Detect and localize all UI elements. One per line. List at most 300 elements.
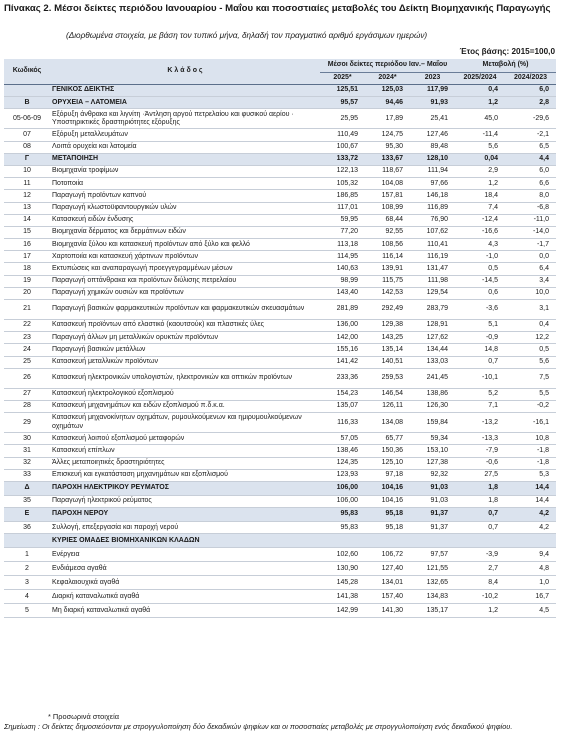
row-value-2023: 127,46 [410,129,455,141]
row-value-2023 [410,534,455,548]
row-code: 16 [4,239,50,251]
row-change-2025-2024: -10,1 [455,368,505,388]
row-label: Κατασκευή μηχανοκίνητων οχημάτων, ρυμουλκούμενων και ημιρυμουλκούμενων οχημάτων [50,413,320,433]
row-code: 33 [4,469,50,481]
row-value-2025: 100,67 [320,141,365,153]
row-code: 08 [4,141,50,153]
table-row [4,445,556,457]
row-value-2024: 104,08 [365,178,410,190]
row-change-2025-2024: 0,6 [455,287,505,299]
row-change-2025-2024: 1,2 [455,97,505,109]
row-value-2025: 106,00 [320,495,365,507]
row-change-2025-2024: 1,8 [455,481,505,495]
table-row [4,508,556,522]
row-value-2025: 281,89 [320,300,365,320]
row-label: Κατασκευή προϊόντων από ελαστικό (καουτσούκ) και πλαστικές ύλες [50,320,320,332]
row-value-2025: 113,18 [320,239,365,251]
row-change-2025-2024: 5,6 [455,141,505,153]
footnote-provisional: * Προσωρινά στοιχεία [48,712,119,721]
row-change-2025-2024: 45,0 [455,109,505,129]
row-value-2024: 139,91 [365,263,410,275]
table-row [4,368,556,388]
table-row [4,344,556,356]
row-value-2023: 133,03 [410,356,455,368]
row-value-2025: 117,01 [320,202,365,214]
row-label: Παραγωγή ηλεκτρικού ρεύματος [50,495,320,507]
row-change-2024-2023: 4,8 [505,562,556,576]
table-row [4,251,556,263]
row-label: ΓΕΝΙΚΟΣ ΔΕΙΚΤΗΣ [50,85,320,97]
row-label: Παραγωγή προϊόντων καπνού [50,190,320,202]
table-row [4,202,556,214]
row-value-2023: 146,18 [410,190,455,202]
table-row [4,141,556,153]
row-code: 35 [4,495,50,507]
row-change-2024-2023: 10,0 [505,287,556,299]
table-row [4,469,556,481]
row-change-2025-2024: 4,3 [455,239,505,251]
header-avg-index: Μέσοι δείκτες περιόδου Ιαν.– Μαΐου [320,59,455,73]
row-label: Διαρκή καταναλωτικά αγαθά [50,590,320,604]
row-code: 23 [4,332,50,344]
row-change-2024-2023: 4,2 [505,522,556,534]
row-change-2025-2024: -3,9 [455,548,505,562]
row-label: Κατασκευή μεταλλικών προϊόντων [50,356,320,368]
row-value-2024: 133,67 [365,153,410,165]
row-change-2025-2024: 5,2 [455,388,505,400]
row-label: Ενδιάμεσα αγαθά [50,562,320,576]
row-change-2025-2024: -1,0 [455,251,505,263]
row-change-2025-2024: -3,6 [455,300,505,320]
row-value-2025: 95,83 [320,508,365,522]
header-year-2024: 2024* [365,73,410,85]
header-change-2024-2023: 2024/2023 [505,73,556,85]
row-value-2024: 125,03 [365,85,410,97]
table-subtitle: (Διορθωμένα στοιχεία, με βάση τον τυπικό μήνα, δηλαδή τον πραγματικό αριθμό εργάσιμων ημερών) [66,31,428,40]
row-label: Βιομηχανία δέρματος και δερμάτινων ειδών [50,226,320,238]
table-row [4,457,556,469]
table-row [4,495,556,507]
table-row [4,548,556,562]
table-row [4,604,556,618]
row-value-2024: 116,14 [365,251,410,263]
row-value-2024: 259,53 [365,368,410,388]
row-code: 11 [4,178,50,190]
row-value-2023: 134,44 [410,344,455,356]
row-value-2025: 142,00 [320,332,365,344]
row-change-2024-2023: 0,0 [505,251,556,263]
row-value-2023: 138,86 [410,388,455,400]
row-code: 14 [4,214,50,226]
row-value-2023: 59,34 [410,433,455,445]
row-code: Γ [4,153,50,165]
row-code: 28 [4,400,50,412]
row-value-2023: 89,48 [410,141,455,153]
row-change-2024-2023: -1,8 [505,457,556,469]
table-row [4,576,556,590]
row-value-2023: 121,55 [410,562,455,576]
row-value-2025: 123,93 [320,469,365,481]
row-value-2024: 65,77 [365,433,410,445]
table-body [4,85,556,618]
row-label: Κατασκευή ειδών ένδυσης [50,214,320,226]
row-value-2024: 292,49 [365,300,410,320]
row-label: Παραγωγή χημικών ουσιών και προϊόντων [50,287,320,299]
row-label: Κεφαλαιουχικά αγαθά [50,576,320,590]
row-value-2025: 141,42 [320,356,365,368]
row-change-2025-2024: 1,2 [455,178,505,190]
row-label: Επισκευή και εγκατάσταση μηχανημάτων και εξοπλισμού [50,469,320,481]
row-label: Κατασκευή ηλεκτρονικών υπολογιστών, ηλεκτρονικών και οπτικών προϊόντων [50,368,320,388]
row-code: 4 [4,590,50,604]
row-value-2023: 25,41 [410,109,455,129]
row-value-2024: 150,36 [365,445,410,457]
row-code: 30 [4,433,50,445]
row-value-2025: 102,60 [320,548,365,562]
row-change-2024-2023: -16,1 [505,413,556,433]
row-label: Εξόρυξη μεταλλευμάτων [50,129,320,141]
row-change-2024-2023: 4,2 [505,508,556,522]
row-label: ΜΕΤΑΠΟΙΗΣΗ [50,153,320,165]
row-change-2024-2023: 8,0 [505,190,556,202]
row-value-2023: 126,30 [410,400,455,412]
row-value-2025: 116,33 [320,413,365,433]
table-row [4,522,556,534]
row-value-2024: 17,89 [365,109,410,129]
table-row [4,109,556,129]
row-value-2025: 57,05 [320,433,365,445]
header-change-2025-2024: 2025/2024 [455,73,505,85]
row-code: 31 [4,445,50,457]
row-code: 12 [4,190,50,202]
table-row [4,85,556,97]
row-label: Παραγωγή βασικών φαρμακευτικών προϊόντων και φαρμακευτικών σκευασμάτων [50,300,320,320]
row-value-2023: 116,89 [410,202,455,214]
table-row [4,356,556,368]
row-value-2024: 126,11 [365,400,410,412]
row-code: 05-06-09 [4,109,50,129]
row-code: 18 [4,263,50,275]
row-label: Λοιπά ορυχεία και λατομεία [50,141,320,153]
row-change-2025-2024: 5,1 [455,320,505,332]
table-row [4,320,556,332]
row-value-2024: 106,72 [365,548,410,562]
row-value-2023: 91,37 [410,522,455,534]
row-value-2023: 91,37 [410,508,455,522]
row-value-2025: 141,38 [320,590,365,604]
row-value-2023: 129,54 [410,287,455,299]
row-label: ΚΥΡΙΕΣ ΟΜΑΔΕΣ ΒΙΟΜΗΧΑΝΙΚΩΝ ΚΛΑΔΩΝ [50,534,320,548]
row-label: Παραγωγή άλλων μη μεταλλικών ορυκτών προϊόντων [50,332,320,344]
row-value-2025: 125,51 [320,85,365,97]
row-value-2023: 76,90 [410,214,455,226]
row-value-2025: 77,20 [320,226,365,238]
row-change-2025-2024: 8,4 [455,576,505,590]
table-row [4,165,556,177]
row-label: Εκτυπώσεις και αναπαραγωγή προεγγεγραμμένων μέσων [50,263,320,275]
row-code: 27 [4,388,50,400]
row-code: Β [4,97,50,109]
table-row [4,129,556,141]
row-value-2024: 94,46 [365,97,410,109]
table-row [4,97,556,109]
row-label: Κατασκευή ηλεκτρολογικού εξοπλισμού [50,388,320,400]
row-value-2024: 134,01 [365,576,410,590]
row-change-2024-2023: 0,4 [505,320,556,332]
row-code: 2 [4,562,50,576]
row-change-2025-2024: -7,9 [455,445,505,457]
row-value-2024: 97,18 [365,469,410,481]
header-year-2023: 2023 [410,73,455,85]
row-value-2024: 125,10 [365,457,410,469]
row-value-2024: 127,40 [365,562,410,576]
row-label: Χαρτοποιία και κατασκευή χάρτινων προϊόντων [50,251,320,263]
row-value-2023: 107,62 [410,226,455,238]
row-value-2025: 142,99 [320,604,365,618]
row-change-2025-2024 [455,534,505,548]
row-code: 19 [4,275,50,287]
row-label: ΟΡΥΧΕΙΑ – ΛΑΤΟΜΕΙΑ [50,97,320,109]
row-value-2023: 134,83 [410,590,455,604]
row-label: Παραγωγή βασικών μετάλλων [50,344,320,356]
row-value-2023: 92,32 [410,469,455,481]
table-row [4,481,556,495]
row-change-2025-2024: 2,9 [455,165,505,177]
row-change-2025-2024: -13,2 [455,413,505,433]
table-row [4,275,556,287]
row-code: 25 [4,356,50,368]
row-label: Ποτοποιία [50,178,320,190]
row-change-2025-2024: 27,5 [455,469,505,481]
table-row [4,332,556,344]
row-value-2025: 135,07 [320,400,365,412]
row-value-2023: 97,57 [410,548,455,562]
row-change-2024-2023: 2,8 [505,97,556,109]
row-change-2025-2024: 1,2 [455,604,505,618]
row-change-2024-2023: 7,5 [505,368,556,388]
row-code [4,534,50,548]
row-value-2024: 95,18 [365,508,410,522]
row-value-2025 [320,534,365,548]
row-change-2025-2024: 0,5 [455,263,505,275]
table-row [4,400,556,412]
row-change-2025-2024: 0,4 [455,85,505,97]
row-label: Κατασκευή μηχανημάτων και ειδών εξοπλισμού π.δ.κ.α. [50,400,320,412]
row-change-2025-2024: 1,8 [455,495,505,507]
row-change-2025-2024: -16,6 [455,226,505,238]
table-row [4,534,556,548]
row-value-2023: 110,41 [410,239,455,251]
header-branch: Κ λ ά δ ο ς [50,59,320,85]
row-value-2025: 143,40 [320,287,365,299]
row-change-2025-2024: 0,04 [455,153,505,165]
row-value-2025: 186,85 [320,190,365,202]
row-change-2025-2024: 7,4 [455,202,505,214]
row-value-2024: 134,08 [365,413,410,433]
row-change-2024-2023: 0,5 [505,344,556,356]
row-change-2024-2023: 1,0 [505,576,556,590]
row-value-2024: 135,14 [365,344,410,356]
row-change-2025-2024: -13,3 [455,433,505,445]
row-change-2024-2023: 16,7 [505,590,556,604]
table-row [4,433,556,445]
row-change-2024-2023: 9,4 [505,548,556,562]
row-code: 20 [4,287,50,299]
row-change-2024-2023: 5,5 [505,388,556,400]
header-change: Μεταβολή (%) [455,59,556,73]
row-value-2023: 117,99 [410,85,455,97]
footnote-note: Σημείωση : Οι δείκτες δημοσιεύονται με στρογγυλοποίηση δύο δεκαδικών ψηφίων και οι ποσοστιαίες μεταβολές με στρογγυλοποίηση ενός δεκαδικού ψηφίου. [4,721,513,731]
row-change-2024-2023: 4,5 [505,604,556,618]
table-row [4,300,556,320]
row-value-2023: 91,93 [410,97,455,109]
row-value-2024: 157,81 [365,190,410,202]
row-label: Εξόρυξη άνθρακα και λιγνίτη ·Άντληση αργού πετρελαίου και φυσικού αερίου · Υποστηρικτικές δραστηριότητες εξόρυξης [50,109,320,129]
row-change-2025-2024: -12,4 [455,214,505,226]
row-code: 32 [4,457,50,469]
row-label: Ενέργεια [50,548,320,562]
row-code: 5 [4,604,50,618]
header-code: Κωδικός [4,59,50,85]
table-row [4,153,556,165]
row-code: 24 [4,344,50,356]
row-value-2024: 92,55 [365,226,410,238]
row-code: 36 [4,522,50,534]
row-value-2024: 108,56 [365,239,410,251]
table-row [4,239,556,251]
row-code: 13 [4,202,50,214]
row-code: 17 [4,251,50,263]
row-change-2024-2023: -0,2 [505,400,556,412]
row-value-2025: 124,35 [320,457,365,469]
row-value-2023: 128,91 [410,320,455,332]
row-label: Μη διαρκή καταναλωτικά αγαθά [50,604,320,618]
table-row [4,263,556,275]
row-value-2023: 159,84 [410,413,455,433]
row-value-2024: 142,53 [365,287,410,299]
row-change-2024-2023: -29,6 [505,109,556,129]
row-value-2024: 115,75 [365,275,410,287]
row-value-2023: 91,03 [410,495,455,507]
row-code: 22 [4,320,50,332]
row-change-2025-2024: -0,9 [455,332,505,344]
row-value-2025: 95,57 [320,97,365,109]
row-change-2024-2023: -2,1 [505,129,556,141]
row-label: Παραγωγή οπτάνθρακα και προϊόντων διύλισης πετρελαίου [50,275,320,287]
row-value-2023: 283,79 [410,300,455,320]
row-value-2025: 25,95 [320,109,365,129]
row-change-2025-2024: -10,2 [455,590,505,604]
row-change-2025-2024: 0,7 [455,522,505,534]
row-value-2025: 155,16 [320,344,365,356]
row-value-2024: 140,51 [365,356,410,368]
row-change-2024-2023: 6,5 [505,141,556,153]
row-value-2025: 95,83 [320,522,365,534]
row-value-2025: 110,49 [320,129,365,141]
row-change-2024-2023: 6,0 [505,165,556,177]
row-value-2025: 122,13 [320,165,365,177]
row-label: Βιομηχανία τροφίμων [50,165,320,177]
table-row [4,590,556,604]
row-change-2024-2023: 6,4 [505,263,556,275]
table-title: Πίνακας 2. Μέσοι δείκτες περιόδου Ιανουαρίου - Μαΐου και ποσοστιαίες μεταβολές του Δείκτη Βιομηχανικής Παραγωγής [4,3,551,14]
row-change-2024-2023: -6,8 [505,202,556,214]
row-value-2023: 91,03 [410,481,455,495]
row-value-2024: 95,18 [365,522,410,534]
row-value-2024: 68,44 [365,214,410,226]
row-change-2024-2023: 3,4 [505,275,556,287]
row-label: Παραγωγή κλωστοϋφαντουργικών υλών [50,202,320,214]
table-row [4,562,556,576]
row-value-2024: 143,25 [365,332,410,344]
row-code [4,85,50,97]
row-value-2023: 241,45 [410,368,455,388]
row-value-2024: 124,75 [365,129,410,141]
row-value-2023: 127,62 [410,332,455,344]
row-code: 29 [4,413,50,433]
row-value-2023: 132,65 [410,576,455,590]
row-value-2025: 133,72 [320,153,365,165]
row-value-2024: 104,16 [365,481,410,495]
row-code: Ε [4,508,50,522]
row-value-2024: 108,99 [365,202,410,214]
row-change-2025-2024: -0,6 [455,457,505,469]
row-value-2025: 59,95 [320,214,365,226]
row-value-2024: 129,38 [365,320,410,332]
row-label: ΠΑΡΟΧΗ ΗΛΕΚΤΡΙΚΟΥ ΡΕΥΜΑΤΟΣ [50,481,320,495]
row-change-2025-2024: 2,7 [455,562,505,576]
row-value-2023: 116,19 [410,251,455,263]
header-year-2025: 2025* [320,73,365,85]
row-change-2025-2024: 0,7 [455,356,505,368]
table-row [4,226,556,238]
row-change-2024-2023 [505,534,556,548]
row-change-2025-2024: 0,7 [455,508,505,522]
base-year: Έτος βάσης: 2015=100,0 [459,47,555,56]
row-value-2024 [365,534,410,548]
row-value-2023: 153,10 [410,445,455,457]
row-change-2024-2023: 14,4 [505,481,556,495]
row-change-2025-2024: 18,4 [455,190,505,202]
row-code: 15 [4,226,50,238]
row-value-2023: 97,66 [410,178,455,190]
row-value-2024: 95,30 [365,141,410,153]
row-change-2024-2023: 3,1 [505,300,556,320]
row-value-2025: 145,28 [320,576,365,590]
row-change-2024-2023: 12,2 [505,332,556,344]
table-row [4,413,556,433]
row-code: 3 [4,576,50,590]
row-label: Βιομηχανία ξύλου και κατασκευή προϊόντων από ξύλο και φελλό [50,239,320,251]
row-value-2023: 135,17 [410,604,455,618]
row-value-2025: 98,99 [320,275,365,287]
table-row [4,190,556,202]
row-value-2023: 131,47 [410,263,455,275]
row-change-2024-2023: -14,0 [505,226,556,238]
row-change-2024-2023: 5,6 [505,356,556,368]
row-label: Άλλες μεταποιητικές δραστηριότητες [50,457,320,469]
row-change-2025-2024: -14,5 [455,275,505,287]
row-code: 1 [4,548,50,562]
table-row [4,388,556,400]
row-label: Κατασκευή επίπλων [50,445,320,457]
row-change-2024-2023: 10,8 [505,433,556,445]
row-value-2025: 138,46 [320,445,365,457]
row-value-2025: 233,36 [320,368,365,388]
row-code: 10 [4,165,50,177]
row-change-2025-2024: 14,8 [455,344,505,356]
row-change-2024-2023: -11,0 [505,214,556,226]
